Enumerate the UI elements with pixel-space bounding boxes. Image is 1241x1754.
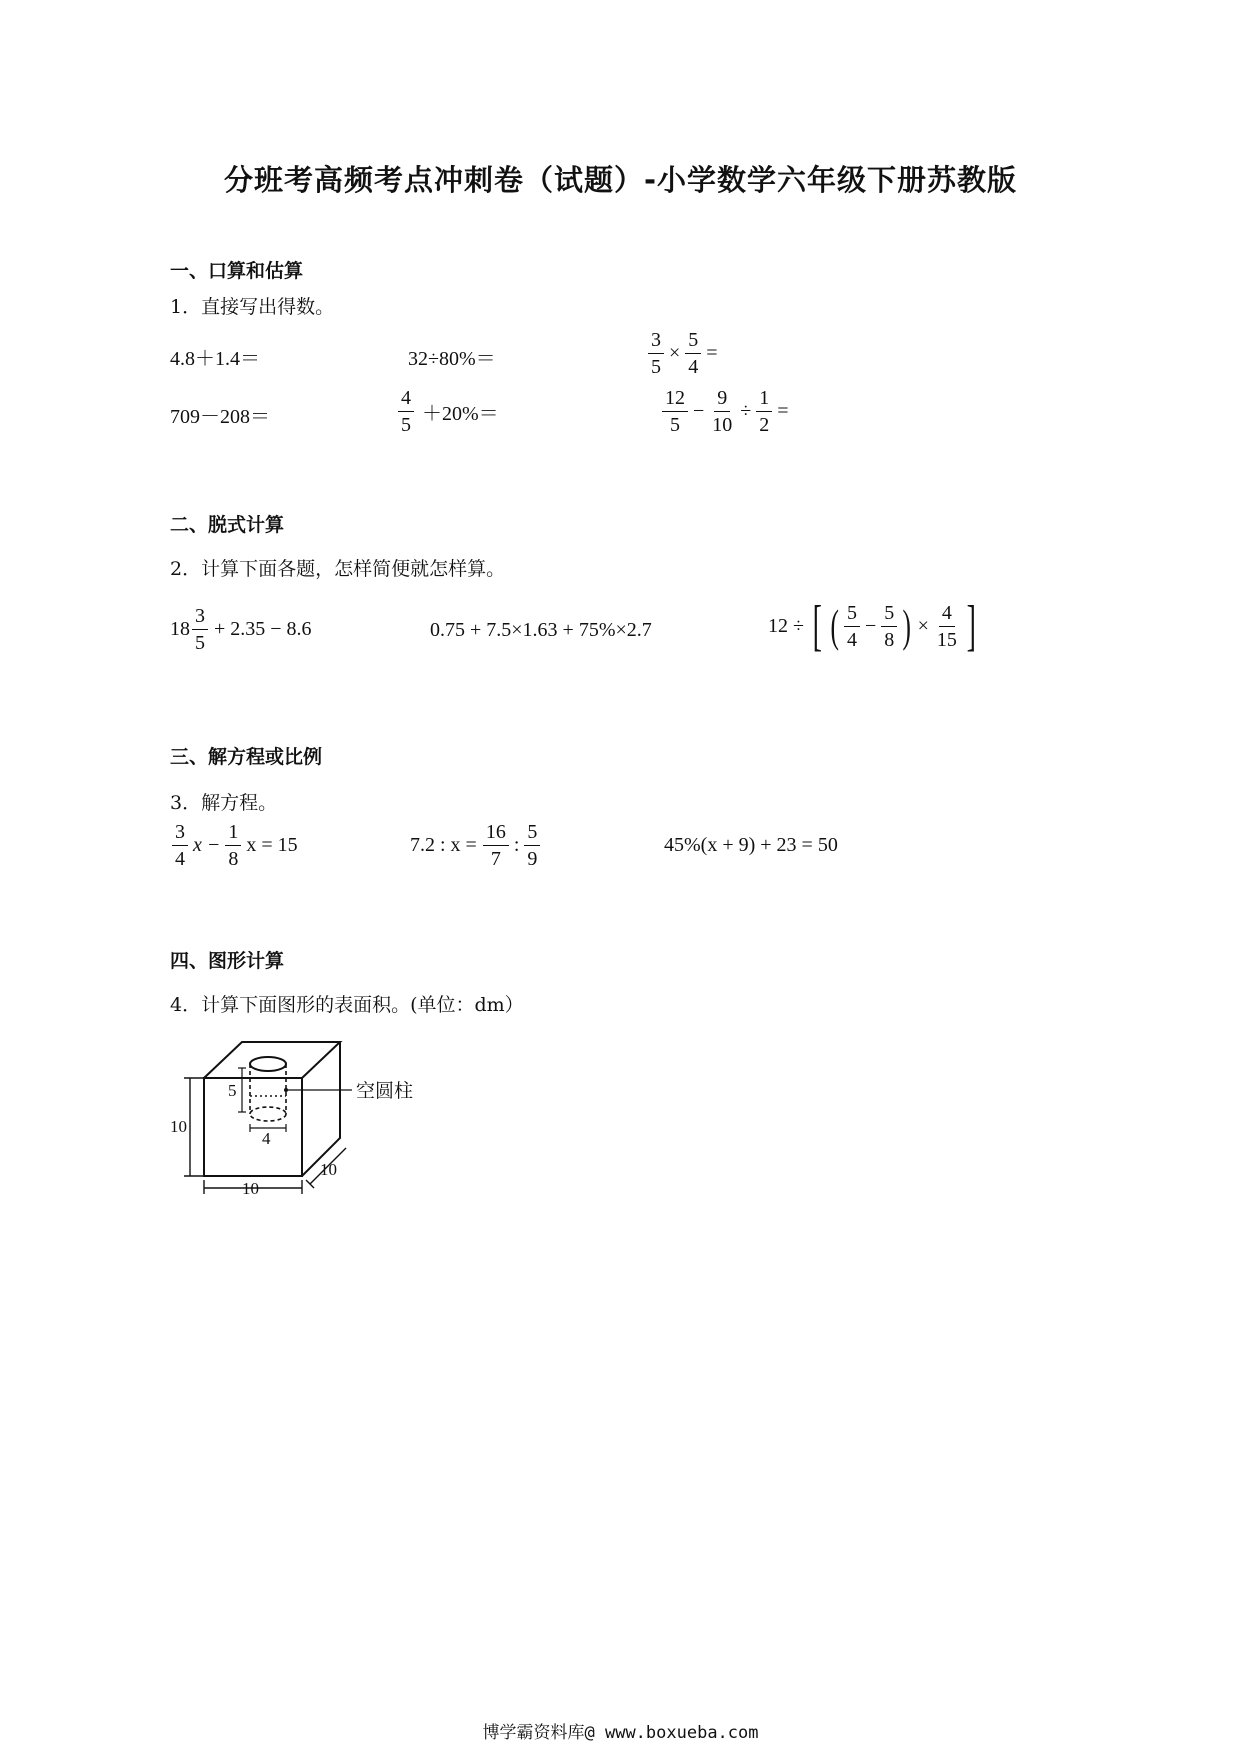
- section-heading-3: 三、解方程或比例: [170, 746, 323, 768]
- fraction: $\frac{1}{8}$: [225, 822, 241, 869]
- question-1-prompt: 1．直接写出得数。: [170, 296, 335, 318]
- fraction: $\frac{3}{4}$: [172, 822, 188, 869]
- label-depth: 10: [320, 1160, 337, 1179]
- q1-expr-4: 709－208＝: [170, 406, 270, 428]
- fraction: $\frac{4}{5}$: [398, 388, 414, 435]
- fraction: $\frac{5}{8}$: [881, 603, 897, 650]
- fraction: $\frac{5}{4}$: [685, 330, 701, 377]
- cylinder-top-ellipse: [250, 1057, 286, 1071]
- label-height: 10: [170, 1117, 187, 1136]
- section-heading-2: 二、脱式计算: [170, 514, 285, 536]
- label-cylinder-diameter: 4: [262, 1129, 271, 1148]
- section-heading-1: 一、口算和估算: [170, 260, 304, 282]
- cylinder-bottom-ellipse: [250, 1107, 286, 1121]
- question-3-prompt: 3．解方程。: [170, 792, 278, 814]
- q1-expr-6: $\frac{12}{5}$ − $\frac{9}{10}$ ÷ $\frac{1}{2}$ =: [660, 388, 792, 435]
- fraction: $\frac{3}{5}$: [192, 606, 208, 653]
- page-title: 分班考高频考点冲刺卷（试题）-小学数学六年级下册苏教版: [223, 163, 1018, 197]
- label-width: 10: [242, 1179, 259, 1198]
- q2-expr-3: 12 ÷ [ ( $\frac{5}{4}$ − $\frac{5}{8}$ ) × $\frac{4}{15}$ ]: [768, 595, 976, 657]
- cube-with-hollow-cylinder-figure: [170, 1030, 470, 1210]
- fraction: $\frac{16}{7}$: [483, 822, 509, 869]
- q1-expr-2: 32÷80%＝: [408, 348, 496, 370]
- fraction: $\frac{12}{5}$: [662, 388, 688, 435]
- q3-expr-1: $\frac{3}{4}$ x − $\frac{1}{8}$ x = 15: [170, 822, 298, 869]
- q2-expr-2: 0.75 + 7.5×1.63 + 75%×2.7: [430, 619, 652, 641]
- section-heading-4: 四、图形计算: [170, 950, 285, 972]
- cube-right-face: [302, 1042, 340, 1176]
- q3-expr-3: 45%(x + 9) + 23 = 50: [664, 834, 838, 856]
- q1-expr-1: 4.8＋1.4＝: [170, 348, 260, 370]
- question-2-prompt: 2．计算下面各题，怎样简便就怎样算。: [170, 558, 506, 580]
- footer-watermark: 博学霸资料库@ www.boxueba.com: [482, 1723, 759, 1743]
- cube-front-face: [204, 1078, 302, 1176]
- fraction: $\frac{1}{2}$: [756, 388, 772, 435]
- callout-dot: [284, 1088, 288, 1092]
- fraction: $\frac{5}{4}$: [844, 603, 860, 650]
- fraction: $\frac{4}{15}$: [936, 601, 957, 651]
- q1-expr-3: $\frac{3}{5}$ × $\frac{5}{4}$ =: [646, 330, 721, 377]
- label-hollow-cylinder: 空圆柱: [356, 1080, 414, 1102]
- q2-expr-1: 18 $\frac{3}{5}$ + 2.35 − 8.6: [170, 605, 312, 654]
- fraction: $\frac{3}{5}$: [648, 330, 664, 377]
- q3-expr-2: 7.2 : x = $\frac{16}{7}$ : $\frac{5}{9}$: [410, 822, 542, 869]
- fraction: $\frac{5}{9}$: [524, 822, 540, 869]
- q1-expr-5: $\frac{4}{5}$ ＋20%＝: [396, 388, 499, 435]
- question-4-prompt: 4．计算下面图形的表面积。(单位：dm）: [170, 994, 524, 1016]
- cube-top-face: [204, 1042, 340, 1078]
- label-cylinder-height: 5: [228, 1081, 237, 1100]
- fraction: $\frac{9}{10}$: [712, 387, 733, 436]
